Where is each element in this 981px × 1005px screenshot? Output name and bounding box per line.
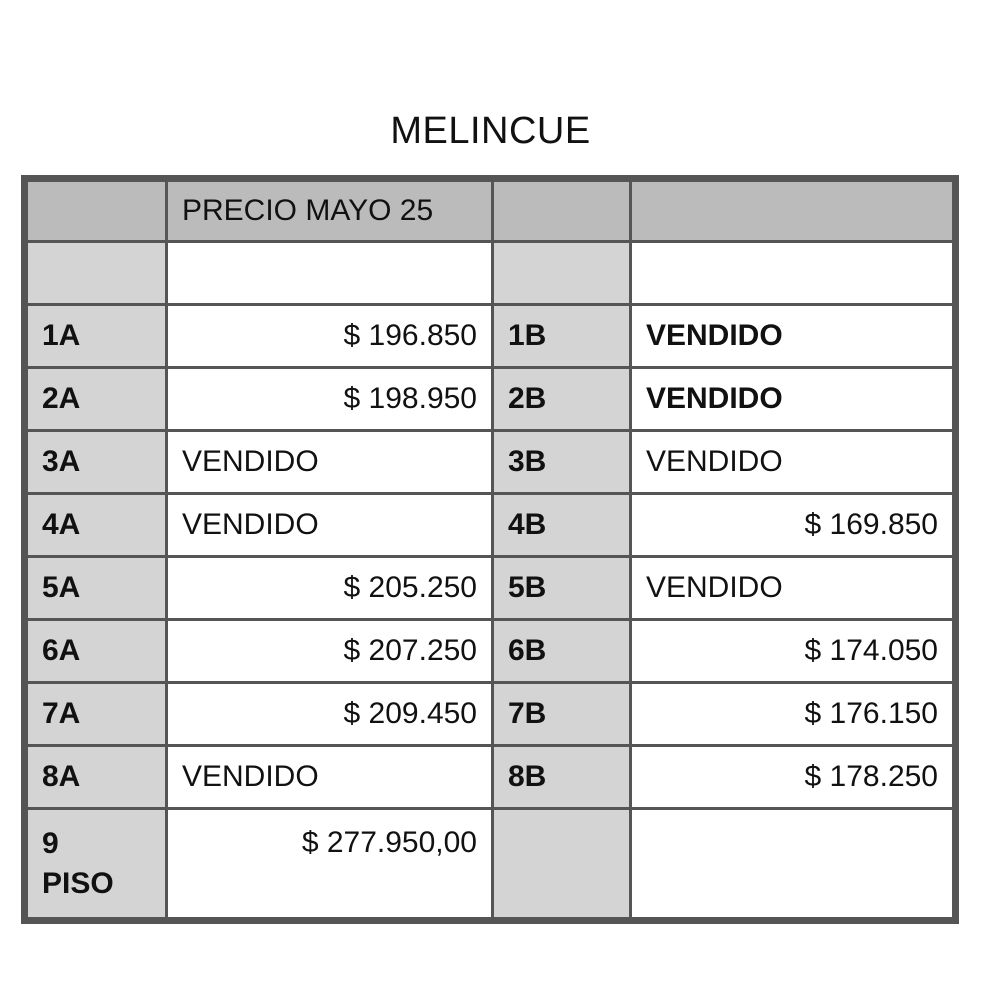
- unit-label-a: 8A: [25, 746, 167, 809]
- table-row: [25, 431, 956, 494]
- price-table: [21, 175, 959, 924]
- unit-label-b: 7B: [493, 683, 631, 746]
- blank-label-cell: [493, 242, 631, 305]
- blank-label-cell: [493, 809, 631, 921]
- page-title: MELINCUE: [390, 110, 591, 152]
- unit-label-a: 7A: [25, 683, 167, 746]
- unit-status-b: VENDIDO: [631, 557, 956, 620]
- unit-label-b: 2B: [493, 368, 631, 431]
- unit-label-a: 2A: [25, 368, 167, 431]
- unit-label-b: 8B: [493, 746, 631, 809]
- header-empty-cell: [25, 179, 167, 242]
- blank-value-cell: [631, 809, 956, 921]
- blank-value-cell: [167, 242, 493, 305]
- table-row: [25, 620, 956, 683]
- unit-status-b: VENDIDO: [631, 305, 956, 368]
- floor-price: $ 277.950,00: [167, 809, 493, 921]
- unit-price-b: $ 178.250: [631, 746, 956, 809]
- unit-price-a: $ 205.250: [167, 557, 493, 620]
- unit-price-a: $ 198.950: [167, 368, 493, 431]
- table-row-penthouse: [25, 809, 956, 921]
- unit-price-a: $ 196.850: [167, 305, 493, 368]
- table-row: [25, 305, 956, 368]
- table-row: [25, 557, 956, 620]
- unit-price-a: $ 207.250: [167, 620, 493, 683]
- table-row: [25, 746, 956, 809]
- floor-label-number: 9: [42, 827, 59, 860]
- unit-status-a: VENDIDO: [167, 494, 493, 557]
- blank-value-cell: [631, 242, 956, 305]
- unit-status-b: VENDIDO: [631, 368, 956, 431]
- unit-label-b: 1B: [493, 305, 631, 368]
- unit-status-b: VENDIDO: [631, 431, 956, 494]
- table-blank-row: [25, 242, 956, 305]
- unit-label-a: 3A: [25, 431, 167, 494]
- unit-label-a: 4A: [25, 494, 167, 557]
- unit-label-b: 4B: [493, 494, 631, 557]
- header-empty-cell: [631, 179, 956, 242]
- table-header-row: [25, 179, 956, 242]
- floor-label: [25, 809, 167, 921]
- unit-status-a: VENDIDO: [167, 431, 493, 494]
- blank-label-cell: [25, 242, 167, 305]
- table-row: [25, 368, 956, 431]
- table-row: [25, 494, 956, 557]
- unit-label-b: 3B: [493, 431, 631, 494]
- unit-price-b: $ 176.150: [631, 683, 956, 746]
- header-price-label: PRECIO MAYO 25: [167, 179, 493, 242]
- floor-label-word: PISO: [42, 867, 114, 900]
- unit-price-b: $ 174.050: [631, 620, 956, 683]
- unit-price-b: $ 169.850: [631, 494, 956, 557]
- table-row: [25, 683, 956, 746]
- unit-price-a: $ 209.450: [167, 683, 493, 746]
- unit-label-a: 6A: [25, 620, 167, 683]
- unit-label-a: 5A: [25, 557, 167, 620]
- unit-label-a: 1A: [25, 305, 167, 368]
- unit-label-b: 6B: [493, 620, 631, 683]
- unit-status-a: VENDIDO: [167, 746, 493, 809]
- header-empty-cell: [493, 179, 631, 242]
- unit-label-b: 5B: [493, 557, 631, 620]
